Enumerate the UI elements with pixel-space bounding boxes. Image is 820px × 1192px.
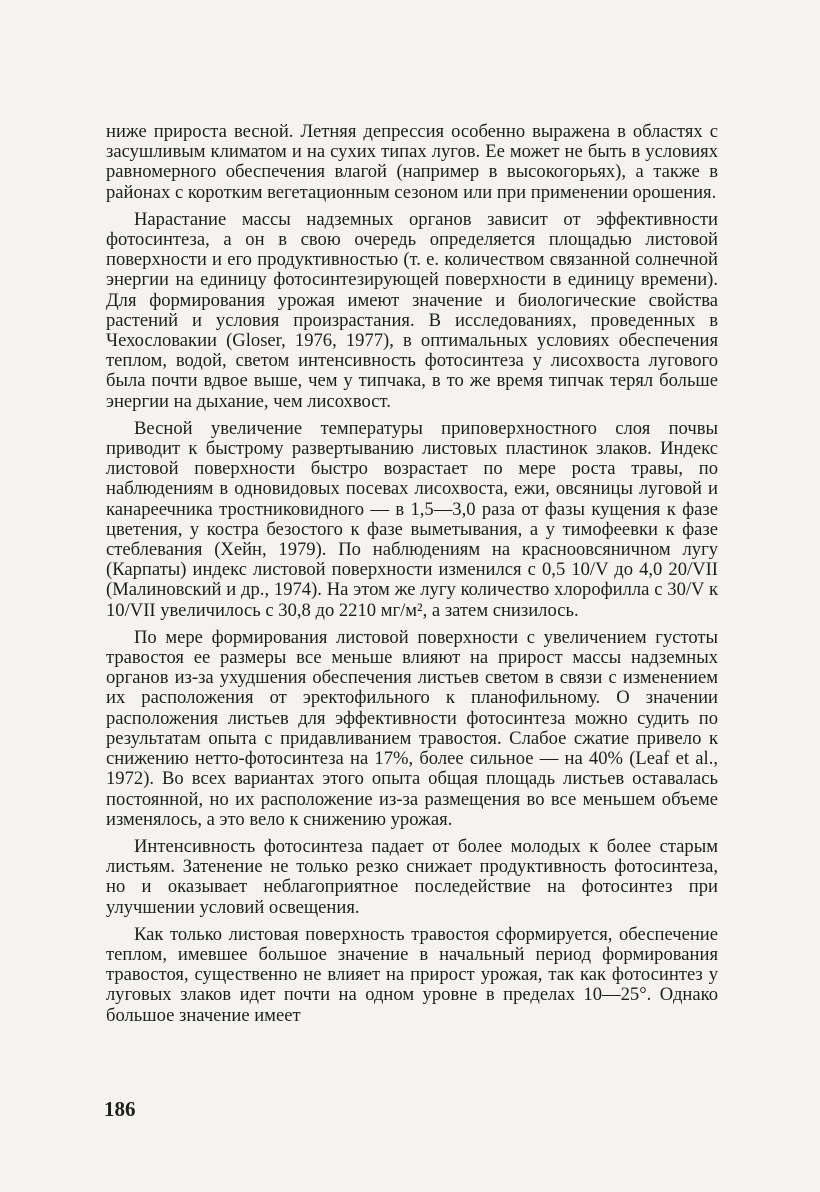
paragraph-3: Весной увеличение температуры приповерхностного слоя почвы приводит к быстрому развертыванию листовых пластинок злаков. Индекс листовой поверхности быстро возрастает по мере роста травы, по наблюдениям в одновидовых посевах лисохвоста, ежи, овсяницы луговой и канареечника тростниковидного — в 1,5—3,0 раза от фазы кущения к фазе цветения, у костра безостого к фазе выметывания, а у тимофеевки к фазе стеблевания (Хейн, 1979). По наблюдениям на красноовсяничном лугу (Карпаты) индекс листовой поверхности изменился с 0,5 10/V до 4,0 20/VII (Малиновский и др., 1974). На этом же лугу количество хлорофилла с 30/V к 10/VII увеличилось с 30,8 до 2210 мг/м², а затем снизилось. <box>106 417 718 621</box>
paragraph-1: ниже прироста весной. Летняя депрессия особенно выражена в областях с засушливым климатом и на сухих типах лугов. Ее может не быть в условиях равномерного обеспечения влагой (например в высокогорьях), а также в районах с коротким вегетационным сезоном или при применении орошения. <box>106 121 718 203</box>
paragraph-5: Интенсивность фотосинтеза падает от более молодых к более старым листьям. Затенение не только резко снижает продуктивность фотосинтеза, но и оказывает неблагоприятное последействие на фотосинтез при улучшении условий освещения. <box>106 835 718 918</box>
paragraph-4: По мере формирования листовой поверхности с увеличением густоты травостоя ее размеры все меньше влияют на прирост массы надземных органов из-за ухудшения обеспечения листьев светом в связи с изменением их расположения от эректофильного к планофильному. О значении расположения листьев для эффективности фотосинтеза можно судить по результатам опыта с придавливанием травостоя. Слабое сжатие привело к снижению нетто-фотосинтеза на 17%, более сильное — на 40% (Leaf et al., 1972). Во всех вариантах этого опыта общая площадь листьев оставалась постоянной, но их расположение из-за размещения во все меньшем объеме изменялось, а это вело к снижению урожая. <box>106 626 718 830</box>
page-body <box>106 122 718 1026</box>
paragraph-6: Как только листовая поверхность травостоя сформируется, обеспечение теплом, имевшее большое значение в начальный период формирования травостоя, существенно не влияет на прирост урожая, так как фотосинтез у луговых злаков идет почти на одном уровне в пределах 10—25°. Однако большое значение имеет <box>106 923 718 1026</box>
paragraph-2: Нарастание массы надземных органов зависит от эффективности фотосинтеза, а он в свою очередь определяется площадью листовой поверхности и его продуктивностью (т. е. количеством связанной солнечной энергии на единицу фотосинтезирующей поверхности в единицу времени). Для формирования урожая имеют значение и биологические свойства растений и условия произрастания. В исследованиях, проведенных в Чехословакии (Gloser, 1976, 1977), в оптимальных условиях обеспечения теплом, водой, светом интенсивность фотосинтеза у лисохвоста лугового была почти вдвое выше, чем у типчака, в то же время типчак терял больше энергии на дыхание, чем лисохвост. <box>106 208 718 412</box>
page-number: 186 <box>104 1097 136 1121</box>
